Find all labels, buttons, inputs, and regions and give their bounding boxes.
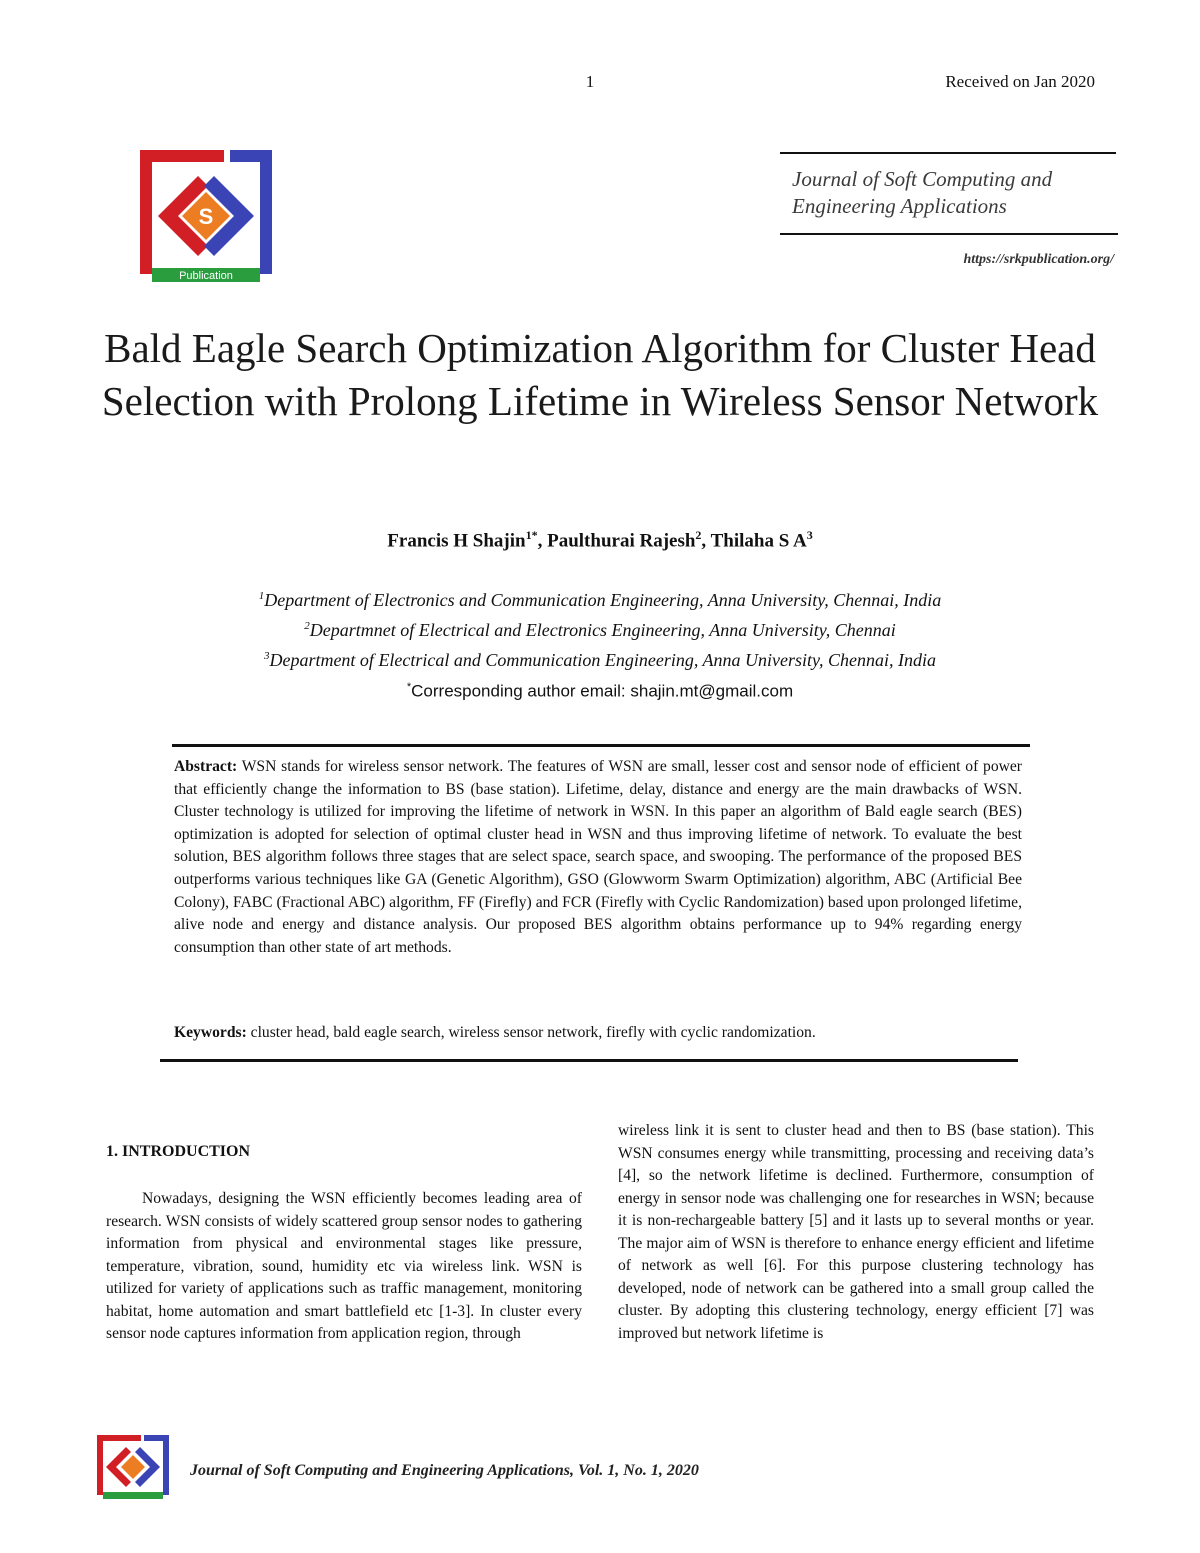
abstract-rule-bottom (160, 1059, 1018, 1062)
received-date: Received on Jan 2020 (945, 72, 1095, 91)
body-column-left: Nowadays, designing the WSN efficiently becomes leading area of research. WSN consists of widely scattered group sensor nodes to gathering information from physical and environmental stages like pressure, temperature, vibration, sound, humidity etc via wireless link. WSN is utilized for variety of applications such as traffic management, monitoring habitat, home automation and smart battlefield etc [1-3]. In cluster every sensor node captures information from application region, through (106, 1190, 582, 1342)
abstract-label: Abstract: (174, 758, 238, 775)
affiliation (100, 620, 1100, 641)
abstract-rule-top (172, 744, 1030, 747)
affiliation-text: Department of Electrical and Communication Engineering, Anna University, Chennai, India (269, 650, 937, 670)
footer-citation: Journal of Soft Computing and Engineering Applications, Vol. 1, No. 1, 2020 (190, 1462, 699, 1479)
keywords-label: Keywords: (174, 1024, 247, 1041)
footer-logo (96, 1434, 170, 1500)
body-column-right: wireless link it is sent to cluster head and then to BS (base station). This WSN consumes energy while transmitting, processing and receiving data’s [4], so the network lifetime is declined. Furthermore, consumption of energy in sensor node was challenging one for researches in WSN; because it is non-rechargeable battery [5] and it lasts up to several months or year. The major aim of WSN is therefore to enhance energy efficient and lifetime of network as well [6]. For this purpose clustering technology has developed, node of network can be gathered into a small group called the cluster. By adopting this clustering technology, energy efficient [7] was improved but network lifetime is (618, 1122, 1094, 1342)
author-list (100, 528, 1100, 552)
author-sup: 3 (806, 528, 813, 542)
affiliation-sup: 2 (304, 620, 310, 632)
journal-name (792, 166, 1112, 220)
publisher-logo (138, 148, 274, 284)
affiliation-text: Department of Electronics and Communication Engineering, Anna University, Chennai, India (264, 590, 942, 610)
corresponding-sup: * (406, 681, 412, 693)
author-sup: 1* (525, 528, 538, 542)
section-heading: 1. INTRODUCTION (106, 1143, 251, 1160)
author-name: Paulthurai Rajesh (547, 530, 696, 552)
author-separator: , (537, 530, 548, 552)
journal-url-link[interactable]: https://srkpublication.org/ (963, 252, 1114, 267)
abstract-text: WSN stands for wireless sensor network. The features of WSN are small, lesser cost and sensor node of efficient of power that efficiently change the information to BS (base station). Lifetime, delay, distance and energy are the main drawbacks of WSN. Cluster technology is utilized for improving the lifetime of network in WSN. In this paper an algorithm of Bald eagle search (BES) optimization is adopted for selection of optimal cluster head in WSN and thus improving lifetime of network. To evaluate the best solution, BES algorithm follows three stages that are select space, search space, and swooping. The performance of the proposed BES outperforms various techniques like GA (Genetic Algorithm), GSO (Glowworm Swarm Optimization) algorithm, ABC (Artificial Bee Colony), FABC (Fractional ABC) algorithm, FF (Firefly) and FCR (Firefly with Cyclic Randomization) based upon prolonged lifetime, alive node and energy and distance analysis. Our proposed BES algorithm obtains performance up to 94% regarding energy consumption than other state of art methods. (174, 758, 1022, 956)
abstract (174, 756, 1022, 959)
keywords (174, 1022, 1022, 1044)
affiliation-text: Departmnet of Electrical and Electronics Engineering, Anna University, Chennai (309, 620, 896, 640)
affiliation-sup: 1 (258, 590, 265, 602)
author-separator: , (701, 530, 711, 552)
author-name: Francis H Shajin (387, 530, 526, 552)
journal-name-line-1: Journal of Soft Computing and (792, 167, 1053, 191)
author-name: Thilaha S A (710, 530, 807, 552)
journal-name-line-2: Engineering Applications (792, 194, 1007, 218)
affiliation-sup: 3 (263, 650, 270, 662)
keywords-text: cluster head, bald eagle search, wireless sensor network, firefly with cyclic randomization. (246, 1024, 816, 1041)
page-number: 1 (585, 72, 595, 91)
paper-title: Bald Eagle Search Optimization Algorithm for Cluster Head Selection with Prolong Lifetime in Wireless Sensor Network (101, 325, 1099, 424)
affiliation (100, 590, 1100, 611)
affiliation (100, 650, 1100, 671)
corresponding-email: Corresponding author email: shajin.mt@gmail.com (411, 681, 794, 701)
journal-rule-top (780, 152, 1116, 154)
logo-letter: S (198, 204, 214, 229)
author-sup: 2 (695, 528, 702, 542)
corresponding-author (100, 681, 1100, 702)
journal-rule-bottom (780, 233, 1118, 235)
logo-label: Publication (179, 270, 233, 282)
